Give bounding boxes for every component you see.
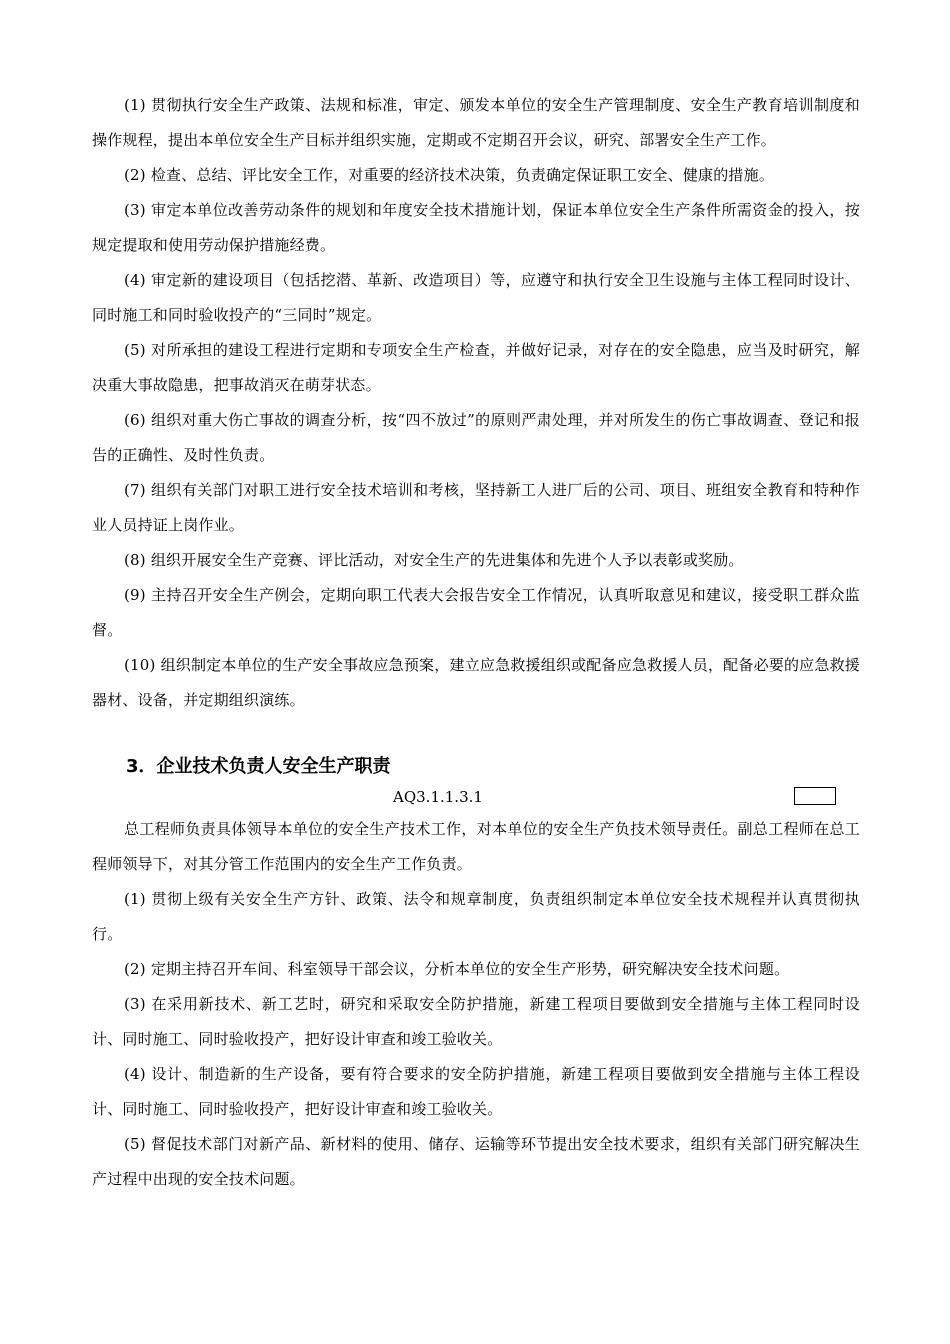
document-page [92,88,860,1197]
section-spacer [92,718,860,752]
section-3-intro: 总工程师负责具体领导本单位的安全生产技术工作，对本单位的安全生产负技术领导责任。副总工程师在总工程师领导下，对其分管工作范围内的安全生产工作负责。 [92,820,860,873]
section-2-item-4: (4) 审定新的建设项目（包括挖潜、革新、改造项目）等，应遵守和执行安全卫生设施与主体工程同时设计、同时施工和同时验收投产的“三同时”规定。 [92,271,860,324]
standard-code: AQ3.1.1.3.1 [393,788,483,806]
section-2-item-6: (6) 组织对重大伤亡事故的调查分析，按“四不放过”的原则严肃处理，并对所发生的伤亡事故调查、登记和报告的正确性、及时性负责。 [92,411,860,464]
standard-code-row [92,782,860,812]
section-2-item-7: (7) 组织有关部门对职工进行安全技术培训和考核，坚持新工人进厂后的公司、项目、班组安全教育和特种作业人员持证上岗作业。 [92,481,860,534]
section-3-heading: 3．企业技术负责人安全生产职责 [126,756,391,777]
section-3-item-1: (1) 贯彻上级有关安全生产方针、政策、法令和规章制度，负责组织制定本单位安全技术规程并认真贯彻执行。 [92,890,860,943]
section-2-item-10: (10) 组织制定本单位的生产安全事故应急预案，建立应急救援组织或配备应急救援人员，配备必要的应急救援器材、设备，并定期组织演练。 [92,656,860,709]
section-3-item-2: (2) 定期主持召开车间、科室领导干部会议，分析本单位的安全生产形势，研究解决安全技术问题。 [124,960,790,978]
section-2-item-9: (9) 主持召开安全生产例会，定期向职工代表大会报告安全工作情况，认真听取意见和建议，接受职工群众监督。 [92,586,860,639]
section-3-item-4: (4) 设计、制造新的生产设备，要有符合要求的安全防护措施，新建工程项目要做到安全措施与主体工程设计、同时施工、同时验收投产，把好设计审查和竣工验收关。 [92,1065,860,1118]
section-2-item-2: (2) 检查、总结、评比安全工作，对重要的经济技术决策，负责确定保证职工安全、健康的措施。 [124,166,775,184]
section-3-item-5: (5) 督促技术部门对新产品、新材料的使用、储存、运输等环节提出安全技术要求，组织有关部门研究解决生产过程中出现的安全技术问题。 [92,1135,860,1188]
checkbox-square[interactable] [794,787,836,805]
section-2-item-3: (3) 审定本单位改善劳动条件的规划和年度安全技术措施计划，保证本单位安全生产条件所需资金的投入，按规定提取和使用劳动保护措施经费。 [92,201,860,254]
section-3-item-3: (3) 在采用新技术、新工艺时，研究和采取安全防护措施，新建工程项目要做到安全措施与主体工程同时设计、同时施工、同时验收投产，把好设计审查和竣工验收关。 [92,995,860,1048]
section-2-item-1: (1) 贯彻执行安全生产政策、法规和标准，审定、颁发本单位的安全生产管理制度、安全生产教育培训制度和操作规程，提出本单位安全生产目标并组织实施，定期或不定期召开会议，研究、部署安全生产工作。 [92,96,860,149]
section-2-item-8: (8) 组织开展安全生产竞赛、评比活动，对安全生产的先进集体和先进个人予以表彰或奖励。 [124,551,744,569]
section-2-item-5: (5) 对所承担的建设工程进行定期和专项安全生产检查，并做好记录，对存在的安全隐患，应当及时研究，解决重大事故隐患，把事故消灭在萌芽状态。 [92,341,860,394]
